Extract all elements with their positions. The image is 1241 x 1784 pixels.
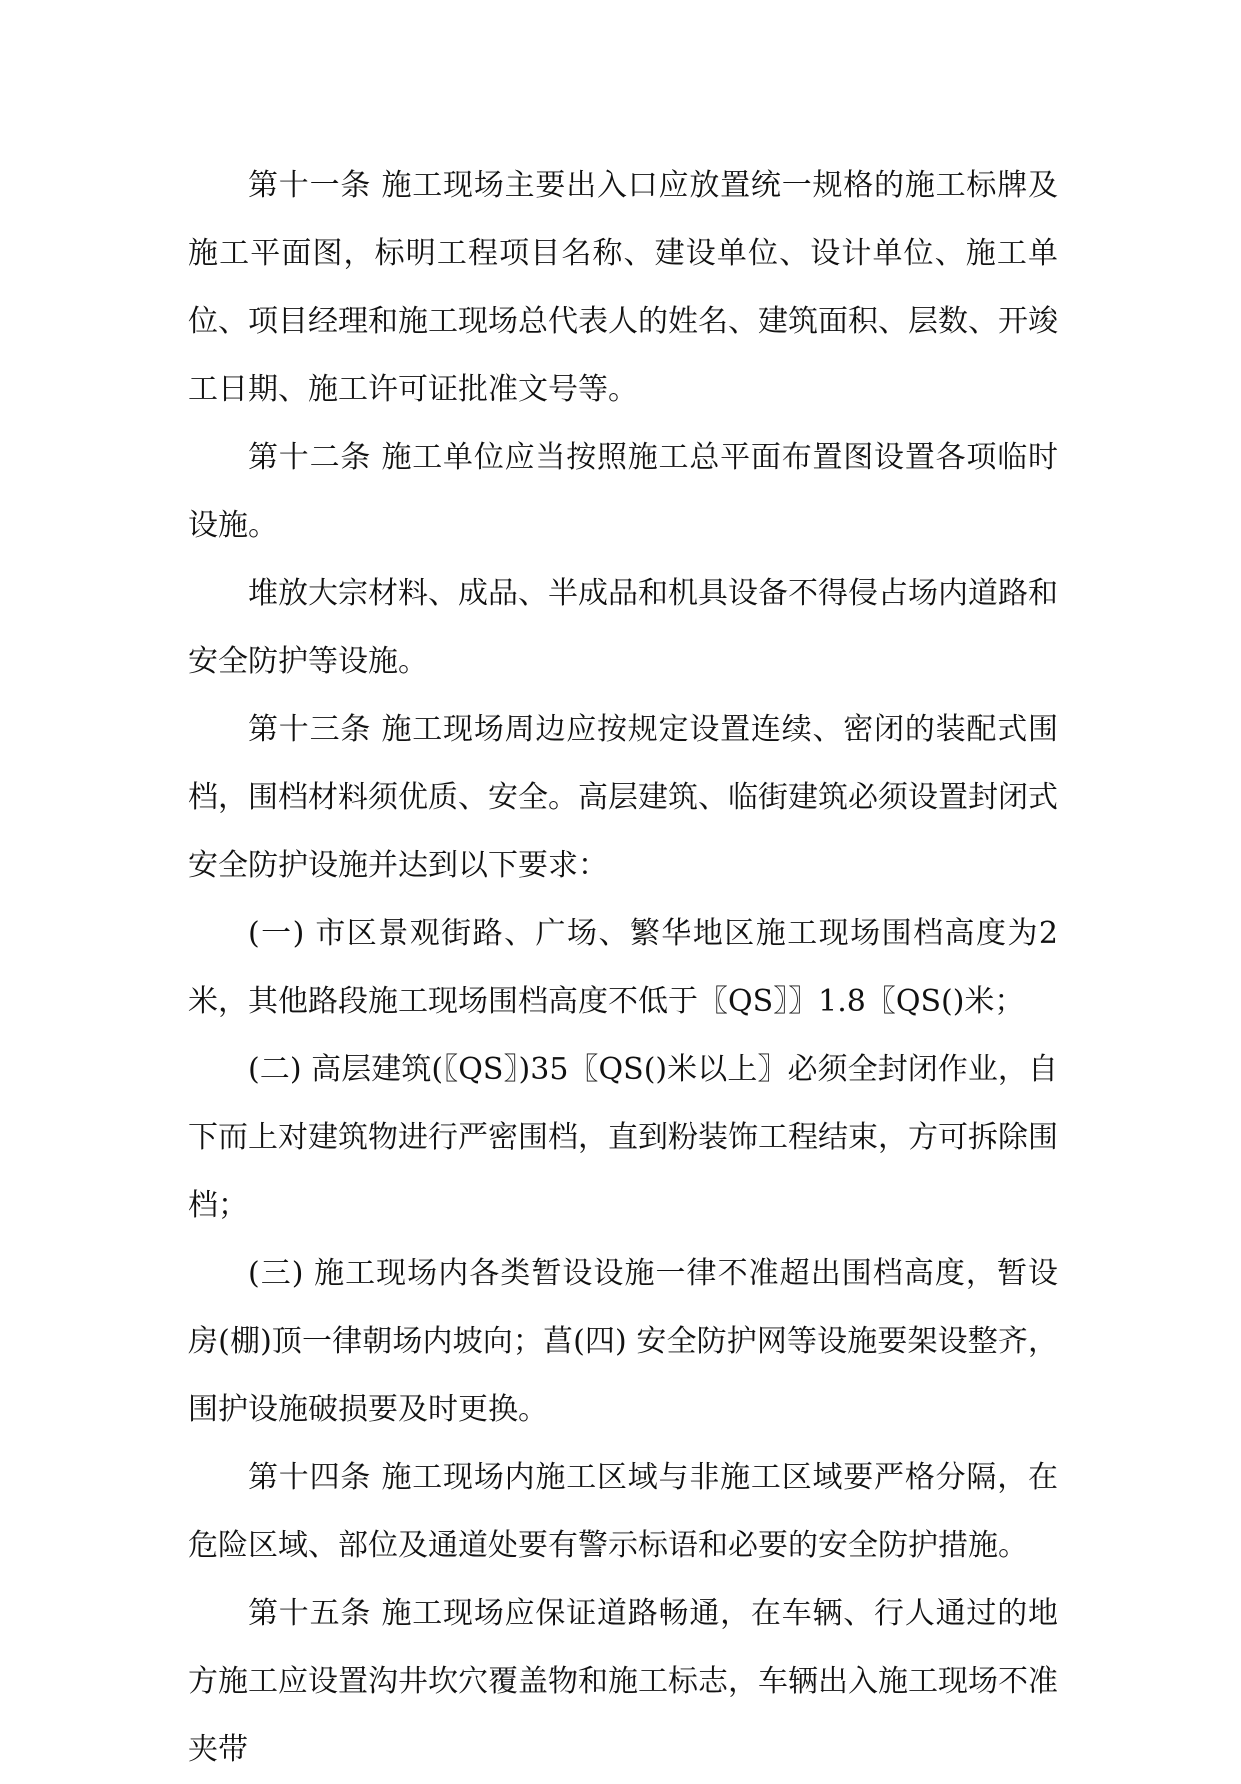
document-body (188, 152, 1058, 1784)
article-15-paragraph: 第十五条 施工现场应保证道路畅通，在车辆、行人通过的地方施工应设置沟井坎穴覆盖物和施工标志，车辆出入施工现场不准夹带 (188, 1596, 1058, 1767)
requirement-1-paragraph: (一) 市区景观街路、广场、繁华地区施工现场围档高度为2米，其他路段施工现场围档高度不低于〖QS〗〗1.8〖QS()米； (188, 916, 1058, 1019)
requirement-2-paragraph: (二) 高层建筑(〖QS〗)35〖QS()米以上〗必须全封闭作业，自下而上对建筑物进行严密围档，直到粉装饰工程结束，方可拆除围档； (188, 1052, 1058, 1223)
article-13-paragraph: 第十三条 施工现场周边应按规定设置连续、密闭的装配式围档，围档材料须优质、安全。高层建筑、临街建筑必须设置封闭式安全防护设施并达到以下要求： (188, 712, 1058, 883)
article-11-paragraph: 第十一条 施工现场主要出入口应放置统一规格的施工标牌及施工平面图，标明工程项目名称、建设单位、设计单位、施工单位、项目经理和施工现场总代表人的姓名、建筑面积、层数、开竣工日期、施工许可证批准文号等。 (188, 168, 1058, 407)
article-14-paragraph: 第十四条 施工现场内施工区域与非施工区域要严格分隔，在危险区域、部位及通道处要有警示标语和必要的安全防护措施。 (188, 1460, 1058, 1563)
requirement-3-paragraph: (三) 施工现场内各类暂设设施一律不准超出围档高度，暂设房(棚)顶一律朝场内坡向；菖(四) 安全防护网等设施要架设整齐，围护设施破损要及时更换。 (188, 1256, 1058, 1427)
article-12-paragraph: 第十二条 施工单位应当按照施工总平面布置图设置各项临时设施。 (188, 440, 1058, 543)
materials-paragraph: 堆放大宗材料、成品、半成品和机具设备不得侵占场内道路和安全防护等设施。 (188, 576, 1058, 679)
